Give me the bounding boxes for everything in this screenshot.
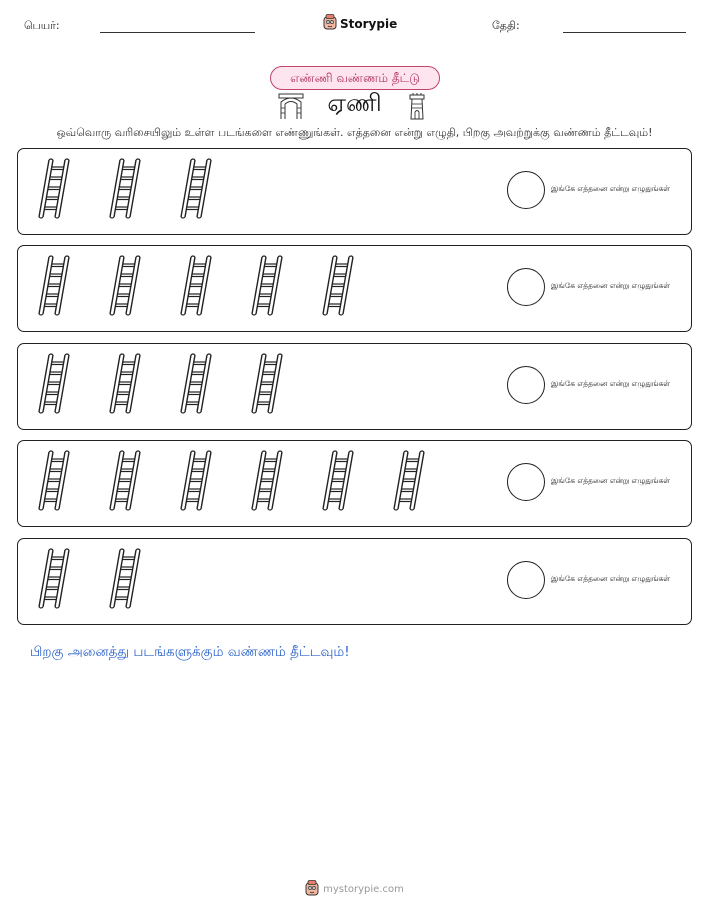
ladder-group bbox=[28, 254, 383, 324]
ladder-icon[interactable] bbox=[312, 254, 383, 318]
instructions: ஒவ்வொரு வரிசையிலும் உள்ள படங்களை எண்ணுங்கள். எத்தனை என்று எழுதி, பிறகு அவற்றுக்கு வண்ணம் தீட்டவும்! bbox=[56, 126, 653, 139]
ladder-icon[interactable] bbox=[28, 449, 99, 513]
count-row bbox=[17, 148, 692, 235]
brand-logo bbox=[323, 14, 397, 33]
write-hint: இங்கே எத்தனை என்று எழுதுங்கள் bbox=[551, 281, 671, 290]
storypie-mascot-icon bbox=[323, 14, 337, 33]
ladder-icon[interactable] bbox=[99, 157, 170, 221]
write-hint: இங்கே எத்தனை என்று எழுதுங்கள் bbox=[551, 574, 671, 583]
footer-brand-url: mystorypie.com bbox=[323, 884, 404, 895]
ladder-icon[interactable] bbox=[99, 547, 170, 611]
ladder-icon[interactable] bbox=[170, 254, 241, 318]
ladder-icon[interactable] bbox=[99, 254, 170, 318]
ladder-icon[interactable] bbox=[241, 254, 312, 318]
answer-circle[interactable] bbox=[507, 268, 545, 306]
date-field[interactable] bbox=[563, 32, 686, 33]
ladder-icon[interactable] bbox=[312, 449, 383, 513]
storypie-mascot-icon bbox=[305, 880, 319, 899]
ladder-icon[interactable] bbox=[28, 254, 99, 318]
write-hint: இங்கே எத்தனை என்று எழுதுங்கள் bbox=[551, 184, 671, 193]
page-title: ஏணி bbox=[327, 89, 382, 117]
write-hint: இங்கே எத்தனை என்று எழுதுங்கள் bbox=[551, 476, 671, 485]
tower-icon bbox=[407, 92, 427, 124]
count-row bbox=[17, 538, 692, 625]
footer-brand bbox=[0, 880, 709, 899]
ladder-icon[interactable] bbox=[28, 157, 99, 221]
ladder-icon[interactable] bbox=[241, 352, 312, 416]
ladder-icon[interactable] bbox=[241, 449, 312, 513]
ladder-group bbox=[28, 449, 454, 519]
ladder-group bbox=[28, 352, 312, 422]
ladder-icon[interactable] bbox=[99, 352, 170, 416]
ladder-icon[interactable] bbox=[383, 449, 454, 513]
answer-circle[interactable] bbox=[507, 366, 545, 404]
ladder-icon[interactable] bbox=[28, 547, 99, 611]
answer-circle[interactable] bbox=[507, 171, 545, 209]
footer-instruction: பிறகு அனைத்து படங்களுக்கும் வண்ணம் தீட்டவும்! bbox=[30, 644, 350, 660]
count-row bbox=[17, 245, 692, 332]
ladder-icon[interactable] bbox=[170, 352, 241, 416]
ladder-icon[interactable] bbox=[170, 157, 241, 221]
ladder-icon[interactable] bbox=[170, 449, 241, 513]
brand-name: Storypie bbox=[340, 16, 398, 31]
ladder-icon[interactable] bbox=[28, 352, 99, 416]
write-hint: இங்கே எத்தனை என்று எழுதுங்கள் bbox=[551, 379, 671, 388]
answer-circle[interactable] bbox=[507, 463, 545, 501]
name-field[interactable] bbox=[100, 32, 255, 33]
answer-circle[interactable] bbox=[507, 561, 545, 599]
ladder-icon[interactable] bbox=[99, 449, 170, 513]
count-row bbox=[17, 440, 692, 527]
activity-badge: எண்ணி வண்ணம் தீட்டு bbox=[270, 66, 440, 90]
date-label: தேதி: bbox=[492, 19, 520, 32]
name-label: பெயர்: bbox=[24, 19, 60, 32]
ladder-group bbox=[28, 547, 170, 617]
count-row bbox=[17, 343, 692, 430]
ladder-group bbox=[28, 157, 241, 227]
